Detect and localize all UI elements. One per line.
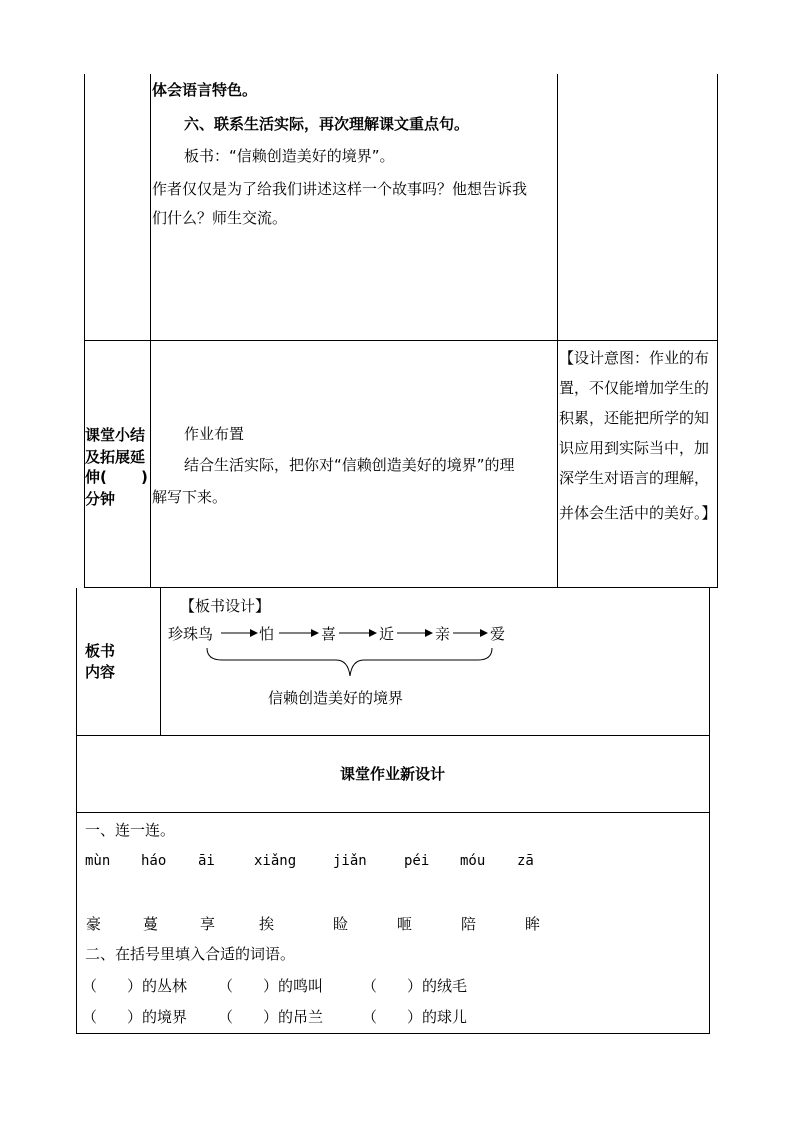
question-2-heading: 二、在括号里填入合适的词语。 — [85, 945, 296, 963]
pinyin-8: zā — [517, 853, 534, 869]
board-label-1: 板书 — [85, 642, 116, 660]
char-6: 咂 — [397, 915, 413, 933]
board-label-2: 内容 — [85, 663, 116, 681]
fill-blank-realm[interactable]: （ ）的境界 — [82, 1008, 188, 1026]
brace-icon — [207, 648, 492, 676]
char-7: 陪 — [461, 915, 477, 933]
design-intent-line-6: 并体会生活中的美好。】 — [559, 504, 717, 522]
board-design-title: 【板书设计】 — [180, 597, 271, 615]
design-intent-line-1: 【设计意图：作业的布 — [559, 349, 710, 367]
chain-word-fear: 怕 — [259, 625, 275, 643]
pinyin-5: jiǎn — [333, 853, 367, 869]
text-language-features: 体会语言特色。 — [152, 81, 258, 99]
board-note: 板书：“信赖创造美好的境界”。 — [184, 147, 395, 165]
side-label-minutes-open: 伸( — [85, 468, 107, 486]
question-line-2: 们什么？师生交流。 — [152, 209, 288, 227]
chain-word-close: 亲 — [435, 625, 451, 643]
homework-assignment-line-2: 解写下来。 — [152, 488, 228, 506]
chain-word-love: 爱 — [490, 625, 506, 643]
question-1-heading: 一、连一连。 — [85, 821, 176, 839]
pinyin-7: móu — [460, 853, 486, 869]
design-intent-line-5: 深学生对语言的理解， — [559, 469, 710, 487]
homework-title: 课堂作业新设计 — [340, 765, 446, 783]
pinyin-4: xiǎng — [254, 853, 297, 869]
side-label-summary: 课堂小结 — [85, 426, 146, 444]
side-label-minutes: 分钟 — [85, 490, 116, 508]
homework-assignment-title: 作业布置 — [184, 425, 245, 443]
step-six-heading: 六、联系生活实际，再次理解课文重点句。 — [184, 115, 470, 133]
fill-blank-chirping[interactable]: （ ）的鸣叫 — [218, 977, 324, 995]
pinyin-1: mùn — [85, 853, 111, 869]
char-8: 眸 — [525, 915, 541, 933]
pinyin-3: āi — [198, 853, 215, 869]
fill-blank-jungle[interactable]: （ ）的丛林 — [82, 977, 188, 995]
char-1: 豪 — [86, 915, 102, 933]
fill-blank-fluff[interactable]: （ ）的绒毛 — [362, 977, 468, 995]
question-line-1: 作者仅仅是为了给我们讲述这样一个故事吗？他想告诉我 — [152, 180, 528, 198]
design-intent-line-3: 积累，还能把所学的知 — [559, 409, 710, 427]
char-3: 享 — [200, 915, 216, 933]
fill-blank-ball[interactable]: （ ）的球儿 — [362, 1008, 468, 1026]
design-intent-line-4: 识应用到实际当中，加 — [559, 439, 710, 457]
side-label-minutes-close: ) — [141, 468, 148, 486]
pinyin-2: háo — [141, 853, 167, 869]
homework-assignment-line-1: 结合生活实际，把你对“信赖创造美好的境界”的理 — [184, 456, 515, 474]
pinyin-6: péi — [404, 853, 430, 869]
chain-word-like: 喜 — [321, 625, 337, 643]
design-intent-line-2: 置，不仅能增加学生的 — [559, 379, 710, 397]
chain-word-near: 近 — [379, 625, 395, 643]
char-2: 蔓 — [143, 915, 159, 933]
board-summary: 信赖创造美好的境界 — [268, 689, 404, 707]
char-4: 挨 — [259, 915, 275, 933]
side-label-extension: 及拓展延 — [85, 448, 146, 466]
char-5: 睑 — [333, 915, 349, 933]
chain-word-pearl-bird: 珍珠鸟 — [168, 625, 214, 643]
fill-blank-spider-plant[interactable]: （ ）的吊兰 — [218, 1008, 324, 1026]
